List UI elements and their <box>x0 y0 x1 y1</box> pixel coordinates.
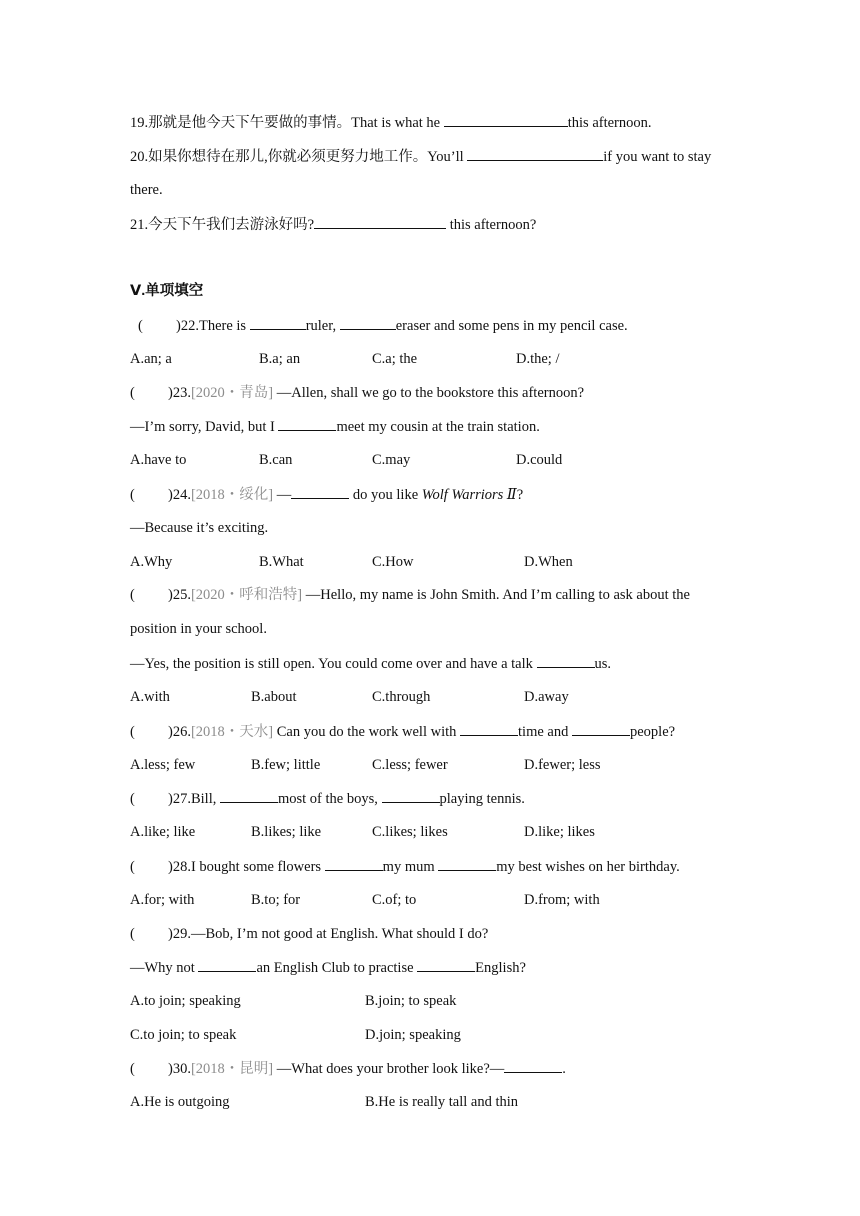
source-tag: [2020・青岛] <box>190 385 274 401</box>
question-28: ( )28.I bought some flowers my mum my best wishes on her birthday. <box>130 856 680 877</box>
question-30: ( )30.[2018・昆明] —What does your brother look like?— . <box>130 1058 566 1079</box>
answer-bracket[interactable]: ( <box>130 385 135 401</box>
option-c[interactable]: C.less; fewer <box>372 757 448 773</box>
option-b[interactable]: B.join; to speak <box>365 993 457 1009</box>
answer-blank[interactable] <box>314 214 446 229</box>
answer-blank[interactable] <box>504 1058 562 1073</box>
answer-blank[interactable] <box>291 484 349 499</box>
option-a[interactable]: A.with <box>130 689 170 705</box>
option-a[interactable]: A.Why <box>130 554 173 570</box>
option-d[interactable]: D.join; speaking <box>365 1027 461 1043</box>
option-d[interactable]: D.fewer; less <box>524 757 601 773</box>
options-28 <box>130 890 860 910</box>
answer-blank[interactable] <box>417 957 475 972</box>
source-tag: [2020・呼和浩特] <box>190 587 303 603</box>
source-tag: [2018・天水] <box>190 724 274 740</box>
option-d[interactable]: D.could <box>516 452 563 468</box>
answer-bracket[interactable]: ( <box>130 791 135 807</box>
question-20: 20.如果你想待在那儿,你就必须更努力地工作。You’ll if you want to stay <box>130 146 711 167</box>
option-c[interactable]: C.a; the <box>372 351 418 367</box>
options-30 <box>130 1092 860 1112</box>
option-b[interactable]: B.about <box>251 689 297 705</box>
answer-bracket[interactable]: ( <box>130 926 135 942</box>
options-25 <box>130 687 860 707</box>
question-25-cont: position in your school. <box>130 621 267 637</box>
source-tag: [2018・绥化] <box>190 487 274 503</box>
answer-blank[interactable] <box>467 146 603 161</box>
question-24: ( )24.[2018・绥化] — do you like Wolf Warriors Ⅱ? <box>130 484 523 505</box>
options-24 <box>130 552 860 572</box>
question-29: ( )29.—Bob, I’m not good at English. What should I do? <box>130 926 489 942</box>
answer-blank[interactable] <box>340 315 396 330</box>
answer-bracket[interactable]: ( <box>138 318 143 334</box>
question-23: ( )23.[2020・青岛] —Allen, shall we go to the bookstore this afternoon? <box>130 385 585 401</box>
option-c[interactable]: C.may <box>372 452 411 468</box>
option-a[interactable]: A.for; with <box>130 892 195 908</box>
option-a[interactable]: A.less; few <box>130 757 196 773</box>
answer-blank[interactable] <box>278 416 336 431</box>
option-a[interactable]: A.like; like <box>130 824 196 840</box>
answer-bracket[interactable]: ( <box>130 1061 135 1077</box>
option-b[interactable]: B.can <box>259 452 293 468</box>
option-a[interactable]: A.an; a <box>130 351 172 367</box>
question-27: ( )27.Bill, most of the boys, playing tennis. <box>130 788 525 809</box>
option-c[interactable]: C.How <box>372 554 414 570</box>
option-d[interactable]: D.When <box>524 554 573 570</box>
option-d[interactable]: D.from; with <box>524 892 600 908</box>
option-b[interactable]: B.likes; like <box>251 824 322 840</box>
answer-blank[interactable] <box>220 788 278 803</box>
answer-blank[interactable] <box>438 856 496 871</box>
question-23-cont: —I’m sorry, David, but I meet my cousin at the train station. <box>130 416 540 437</box>
options-29-row2 <box>130 1025 860 1045</box>
answer-blank[interactable] <box>460 721 518 736</box>
option-b[interactable]: B.to; for <box>251 892 301 908</box>
options-22 <box>130 349 860 369</box>
option-b[interactable]: B.He is really tall and thin <box>365 1094 519 1110</box>
answer-bracket[interactable]: ( <box>130 587 135 603</box>
question-19: 19.那就是他今天下午要做的事情。That is what he this afternoon. <box>130 112 652 133</box>
answer-blank[interactable] <box>250 315 306 330</box>
option-a[interactable]: A.have to <box>130 452 187 468</box>
option-a[interactable]: A.to join; speaking <box>130 993 241 1009</box>
options-23 <box>130 450 860 470</box>
answer-bracket[interactable]: ( <box>130 859 135 875</box>
option-b[interactable]: B.a; an <box>259 351 301 367</box>
answer-blank[interactable] <box>537 653 595 668</box>
option-a[interactable]: A.He is outgoing <box>130 1094 230 1110</box>
option-b[interactable]: B.What <box>259 554 304 570</box>
options-29-row1 <box>130 991 860 1011</box>
source-tag: [2018・昆明] <box>190 1061 274 1077</box>
question-24-cont: —Because it’s exciting. <box>130 520 269 536</box>
question-25: ( )25.[2020・呼和浩特] —Hello, my name is John Smith. And I’m calling to ask about the <box>130 587 690 603</box>
option-c[interactable]: C.likes; likes <box>372 824 448 840</box>
answer-blank[interactable] <box>382 788 440 803</box>
movie-title: Wolf Warriors <box>421 487 504 503</box>
option-d[interactable]: D.the; / <box>516 351 560 367</box>
options-27 <box>130 822 860 842</box>
question-26: ( )26.[2018・天水] Can you do the work well with time and people? <box>130 721 675 742</box>
options-26 <box>130 755 860 775</box>
section-heading: Ⅴ.单项填空 <box>130 283 204 299</box>
option-c[interactable]: C.through <box>372 689 431 705</box>
option-c[interactable]: C.to join; to speak <box>130 1027 237 1043</box>
option-d[interactable]: D.like; likes <box>524 824 595 840</box>
option-d[interactable]: D.away <box>524 689 569 705</box>
answer-blank[interactable] <box>444 112 568 127</box>
answer-blank[interactable] <box>572 721 630 736</box>
option-c[interactable]: C.of; to <box>372 892 417 908</box>
question-25-cont2: —Yes, the position is still open. You could come over and have a talk us. <box>130 653 611 674</box>
question-21: 21.今天下午我们去游泳好吗? this afternoon? <box>130 214 536 235</box>
answer-blank[interactable] <box>198 957 256 972</box>
answer-blank[interactable] <box>325 856 383 871</box>
question-22: ( )22.There is ruler, eraser and some pens in my pencil case. <box>138 315 628 336</box>
question-20-cont: there. <box>130 182 163 198</box>
question-29-cont: —Why not an English Club to practise English? <box>130 957 526 978</box>
option-b[interactable]: B.few; little <box>251 757 321 773</box>
answer-bracket[interactable]: ( <box>130 724 135 740</box>
answer-bracket[interactable]: ( <box>130 487 135 503</box>
